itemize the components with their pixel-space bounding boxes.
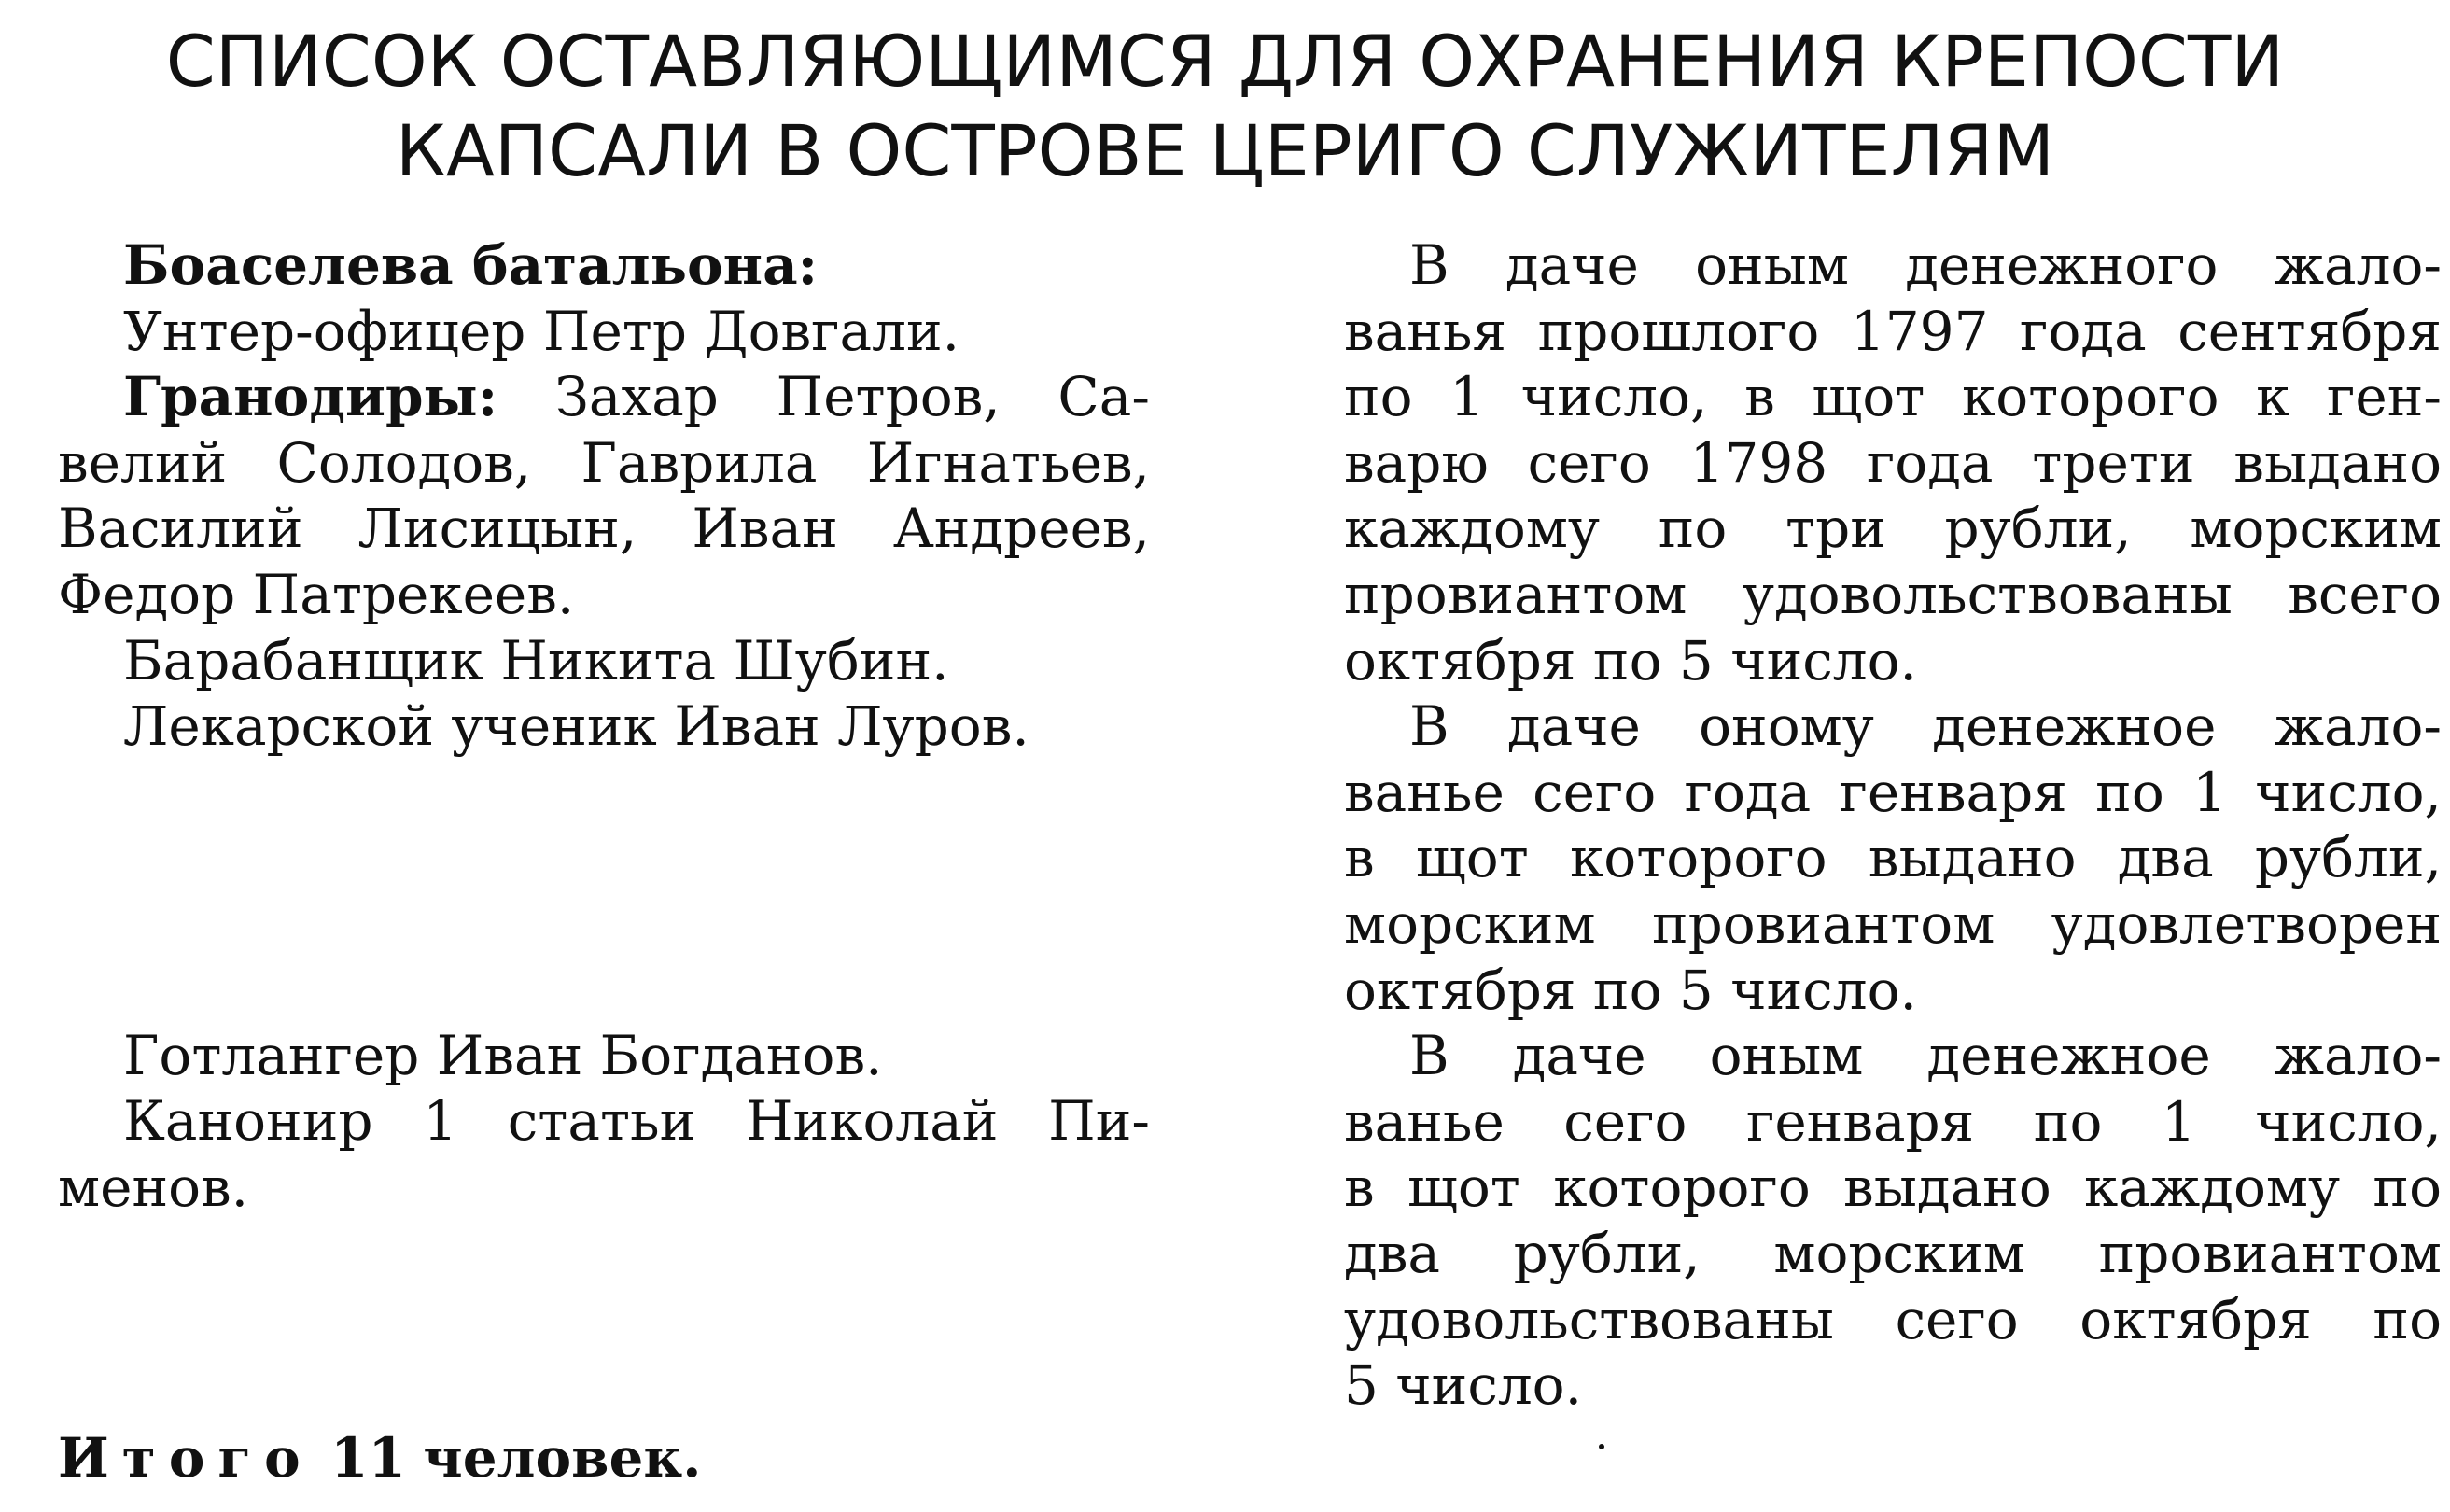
officer-entry: Унтер-офицер Петр Довгали. (123, 299, 960, 363)
payment-p2-line-3: в щот которого выдано два рубли, (1344, 826, 2442, 890)
payment-p2-line-1: В даче оному денежное жало- (1409, 694, 2442, 759)
payment-p2-line-2: ванье сего года генваря по 1 число, (1344, 760, 2442, 824)
payment-p3-line-5: удовольствованы сего октября по (1344, 1287, 2442, 1351)
payment-p3-line-3: в щот которого выдано каждому по (1344, 1155, 2442, 1220)
grenadiers-line-3: Василий Лисицын, Иван Андреев, (58, 497, 1150, 561)
title-line-1: СПИСОК ОСТАВЛЯЮЩИМСЯ ДЛЯ ОХРАНЕНИЯ КРЕПОСТИ (165, 20, 2285, 103)
battalion-heading: Боаселева батальона: (123, 233, 819, 297)
payment-p2-line-4: морским провиантом удовлетворен (1344, 891, 2442, 956)
payment-p2-line-5: октября по 5 число. (1344, 958, 1917, 1022)
canonir-line-2: менов. (58, 1155, 249, 1219)
total-label: Итого (58, 1426, 314, 1490)
drummer-entry: Барабанщик Никита Шубин. (123, 628, 949, 693)
payment-p1-line-2: ванья прошлого 1797 года сентября (1344, 299, 2442, 363)
payment-p3-line-2: ванье сего генваря по 1 число, (1344, 1089, 2442, 1154)
payment-p1-line-5: каждому по три рубли, морским (1344, 497, 2442, 561)
total-unit: человек. (423, 1426, 702, 1490)
grenadiers-line-4: Федор Патрекеев. (58, 562, 575, 626)
payment-p1-line-6: провиантом удовольствованы всего (1344, 562, 2442, 626)
payment-p3-line-6: 5 число. (1344, 1353, 1583, 1418)
grenadiers-line-1-text: Захар Петров, Са- (554, 365, 1150, 429)
title-line-2: КАПСАЛИ В ОСТРОВЕ ЦЕРИГО СЛУЖИТЕЛЯМ (395, 109, 2055, 192)
total-line (58, 1425, 701, 1491)
payment-p1-line-3: по 1 число, в щот которого к ген- (1344, 365, 2442, 429)
stray-dot-mark (1599, 1444, 1604, 1449)
payment-p3-line-1: В даче оным денежное жало- (1409, 1024, 2442, 1088)
payment-p1-line-4: варю сего 1798 года трети выдано (1344, 430, 2442, 495)
payment-p3-line-4: два рубли, морским провиантом (1344, 1221, 2442, 1285)
grenadiers-line-1 (58, 364, 1150, 430)
document-title (0, 17, 2450, 196)
payment-p1-line-7: октября по 5 число. (1344, 628, 1917, 693)
left-column-personnel (58, 232, 1150, 1221)
left-spacer (58, 760, 1150, 1023)
total-count: 11 (330, 1426, 406, 1490)
grenadiers-label: Гранодиры: (123, 365, 498, 429)
canonir-line-1: Канонир 1 статьи Николай Пи- (123, 1089, 1150, 1154)
medic-entry: Лекарской ученик Иван Луров. (123, 694, 1029, 759)
gotlanger-entry: Готлангер Иван Богданов. (123, 1023, 883, 1087)
payment-p1-line-1: В даче оным денежного жало- (1409, 233, 2442, 297)
right-column-payments (1344, 232, 2442, 1419)
grenadiers-line-2: велий Солодов, Гаврила Игнатьев, (58, 430, 1150, 495)
